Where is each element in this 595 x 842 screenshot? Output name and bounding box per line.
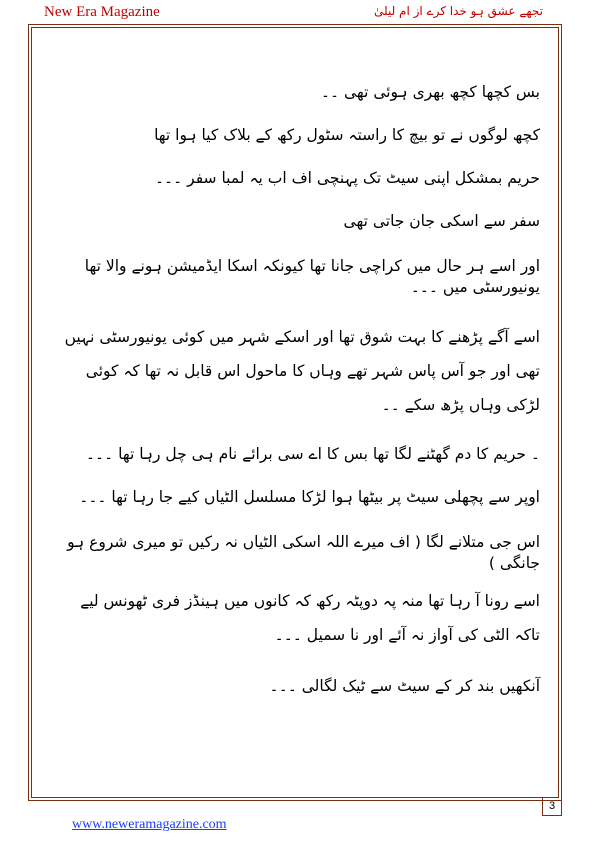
story-paragraph: بس کچھا کچھ بھری ہوئی تھی ۔۔ [320, 83, 540, 101]
story-paragraph: اس جی متلانے لگا ( اف میرے اللہ اسکی الٹیاں نہ رکیں تو میری شروع ہو جانگی ) [67, 533, 540, 572]
magazine-name: New Era Magazine [44, 4, 160, 20]
story-paragraph: اوپر سے پچھلی سیٹ پر بیٹھا ہوا لڑکا مسلسل الٹیاں کیے جا رہا تھا ۔۔۔ [79, 488, 540, 506]
novel-title: تجھے عشق ہو خدا کرے از ام لیلیٰ [373, 4, 543, 18]
page-number: 3 [542, 798, 562, 816]
story-paragraph: ۔ حریم کا دم گھٹنے لگا تھا بس کا اے سی برائے نام ہی چل رہا تھا ۔۔۔ [85, 445, 540, 463]
story-body [60, 82, 540, 697]
story-paragraph: آنکھیں بند کر کے سیٹ سے ٹیک لگالی ۔۔۔ [269, 677, 540, 695]
story-paragraph: اسے آگے پڑھنے کا بہت شوق تھا اور اسکے شہر میں کوئی یونیورسٹی نہیں تھی اور جو آس پاس شہر تھے وہاں کا ماحول اس قابل نہ تھا کہ کوئی لڑکی وہاں پڑھ سکے ۔۔ [64, 328, 540, 414]
story-paragraph: سفر سے اسکی جان جاتی تھی [343, 212, 540, 230]
story-paragraph: حریم بمشکل اپنی سیٹ تک پہنچی اف اب یہ لمبا سفر ۔۔۔ [154, 169, 540, 187]
story-paragraph: اسے رونا آ رہا تھا منہ پہ دوپٹہ رکھ کہ کانوں میں ہینڈز فری ٹھونس لیے تاکہ الٹی کی آواز نہ آئے اور نا سمیل ۔۔۔ [80, 592, 540, 644]
footer-website-link[interactable]: www.neweramagazine.com [72, 817, 227, 832]
story-paragraph: اور اسے ہر حال میں کراچی جانا تھا کیونکہ اسکا ایڈمیشن ہونے والا تھا یونیورسٹی میں ۔۔۔ [84, 257, 540, 296]
story-paragraph: کچھ لوگوں نے تو بیچ کا راستہ سٹول رکھ کے بلاک کیا ہوا تھا [154, 126, 540, 144]
